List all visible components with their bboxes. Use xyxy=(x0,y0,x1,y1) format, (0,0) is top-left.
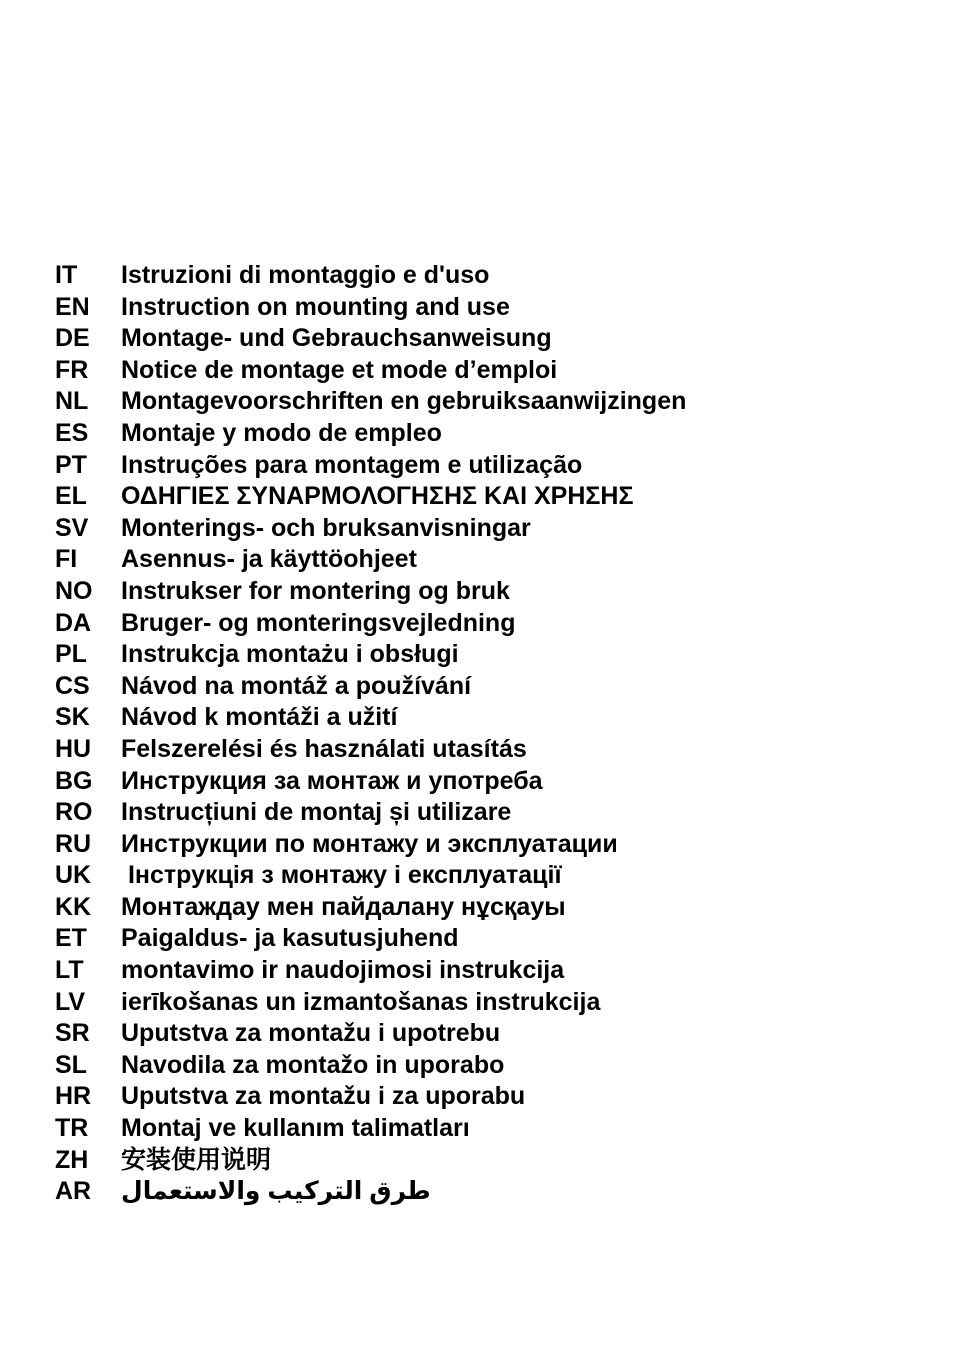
language-row-lt xyxy=(55,955,686,987)
language-code: SK xyxy=(55,703,90,732)
language-code: NL xyxy=(55,387,89,416)
language-code: SL xyxy=(55,1050,87,1079)
language-title: Notice de montage et mode d’emploi xyxy=(121,355,558,384)
language-title: Instrukcja montażu i obsługi xyxy=(121,640,459,669)
language-code: RO xyxy=(55,798,93,827)
language-row-no xyxy=(55,576,686,608)
language-title: Asennus- ja käyttöohjeet xyxy=(121,545,417,574)
language-title: Felszerelési és használati utasítás xyxy=(121,734,527,763)
language-code: HU xyxy=(55,734,92,763)
language-row-sk xyxy=(55,702,686,734)
language-title: Instrukser for montering og bruk xyxy=(121,576,510,605)
language-code: FI xyxy=(55,545,78,574)
language-title: ΟΔΗΓΙΕΣ ΣΥΝΑΡΜΟΛΟΓΗΣΗΣ ΚΑΙ ΧΡΗΣΗΣ xyxy=(121,482,634,511)
language-row-de xyxy=(55,323,686,355)
language-title: Инструкция за монтаж и употреба xyxy=(121,766,543,795)
language-title: Bruger- og monteringsvejledning xyxy=(121,608,516,637)
language-row-en xyxy=(55,292,686,324)
language-row-tr xyxy=(55,1113,686,1145)
language-row-it xyxy=(55,260,686,292)
language-row-fr xyxy=(55,355,686,387)
language-row-kk xyxy=(55,892,686,924)
language-row-uk xyxy=(55,860,686,892)
language-row-hr xyxy=(55,1081,686,1113)
language-code: CS xyxy=(55,671,90,700)
language-code: LT xyxy=(55,956,84,985)
language-row-fi xyxy=(55,544,686,576)
language-code: EN xyxy=(55,292,90,321)
language-code: ES xyxy=(55,418,89,447)
language-row-sv xyxy=(55,513,686,545)
language-row-el xyxy=(55,481,686,513)
language-title: Navodila za montažo in uporabo xyxy=(121,1050,505,1079)
language-title: Montaj ve kullanım talimatları xyxy=(121,1114,470,1143)
language-code: AR xyxy=(55,1177,92,1206)
language-code: EL xyxy=(55,482,87,511)
language-row-cs xyxy=(55,671,686,703)
language-code: HR xyxy=(55,1082,92,1111)
language-title: Монтаждау мен пайдалану нұсқауы xyxy=(121,892,566,921)
language-row-ro xyxy=(55,797,686,829)
language-code: LV xyxy=(55,987,86,1016)
language-title: Instrucțiuni de montaj și utilizare xyxy=(121,798,512,827)
language-row-bg xyxy=(55,766,686,798)
language-code: NO xyxy=(55,576,93,605)
language-row-pt xyxy=(55,450,686,482)
language-title: Monterings- och bruksanvisningar xyxy=(121,513,531,542)
language-code: KK xyxy=(55,892,92,921)
language-title: Uputstva za montažu i za uporabu xyxy=(121,1082,526,1111)
language-row-ar xyxy=(55,1176,686,1208)
language-title: 安装使用说明 xyxy=(121,1145,272,1174)
language-row-sr xyxy=(55,1018,686,1050)
language-code: SV xyxy=(55,513,89,542)
language-title: montavimo ir naudojimosi instrukcija xyxy=(121,956,565,985)
language-row-ru xyxy=(55,829,686,861)
language-title: Paigaldus- ja kasutusjuhend xyxy=(121,924,459,953)
language-code: UK xyxy=(55,861,92,890)
language-code: PT xyxy=(55,450,87,479)
language-code: ET xyxy=(55,924,87,953)
language-code: PL xyxy=(55,640,87,669)
language-title: طرق التركيب والاستعمال xyxy=(121,1177,431,1206)
language-title: Uputstva za montažu i upotrebu xyxy=(121,1019,501,1048)
language-title: Montaje y modo de empleo xyxy=(121,418,442,447)
language-title: Návod k montáži a užití xyxy=(121,703,398,732)
language-title: Montagevoorschriften en gebruiksaanwijzingen xyxy=(121,387,687,416)
language-code: IT xyxy=(55,261,78,289)
language-row-da xyxy=(55,608,686,640)
language-code: SR xyxy=(55,1019,90,1048)
language-row-pl xyxy=(55,639,686,671)
language-code: TR xyxy=(55,1114,89,1143)
language-row-zh xyxy=(55,1145,686,1177)
language-code: ZH xyxy=(55,1145,89,1174)
language-code: DE xyxy=(55,324,90,353)
language-title: Istruzioni di montaggio e d'uso xyxy=(121,261,490,289)
language-row-lv xyxy=(55,987,686,1019)
language-title: Montage- und Gebrauchsanweisung xyxy=(121,324,552,353)
language-list xyxy=(55,260,686,1208)
language-code: FR xyxy=(55,355,89,384)
language-title: Instruções para montagem e utilização xyxy=(121,450,583,479)
language-title: ierīkošanas un izmantošanas instrukcija xyxy=(121,987,601,1016)
language-row-hu xyxy=(55,734,686,766)
language-code: BG xyxy=(55,766,93,795)
language-row-nl xyxy=(55,386,686,418)
language-code: RU xyxy=(55,829,92,858)
language-code: DA xyxy=(55,608,92,637)
language-title: Instruction on mounting and use xyxy=(121,292,510,321)
language-title: Інструкція з монтажу і експлуатації xyxy=(121,861,562,890)
language-row-et xyxy=(55,923,686,955)
language-row-es xyxy=(55,418,686,450)
language-title: Návod na montáž a používání xyxy=(121,671,472,700)
language-title: Инструкции по монтажу и эксплуатации xyxy=(121,829,618,858)
language-row-sl xyxy=(55,1050,686,1082)
